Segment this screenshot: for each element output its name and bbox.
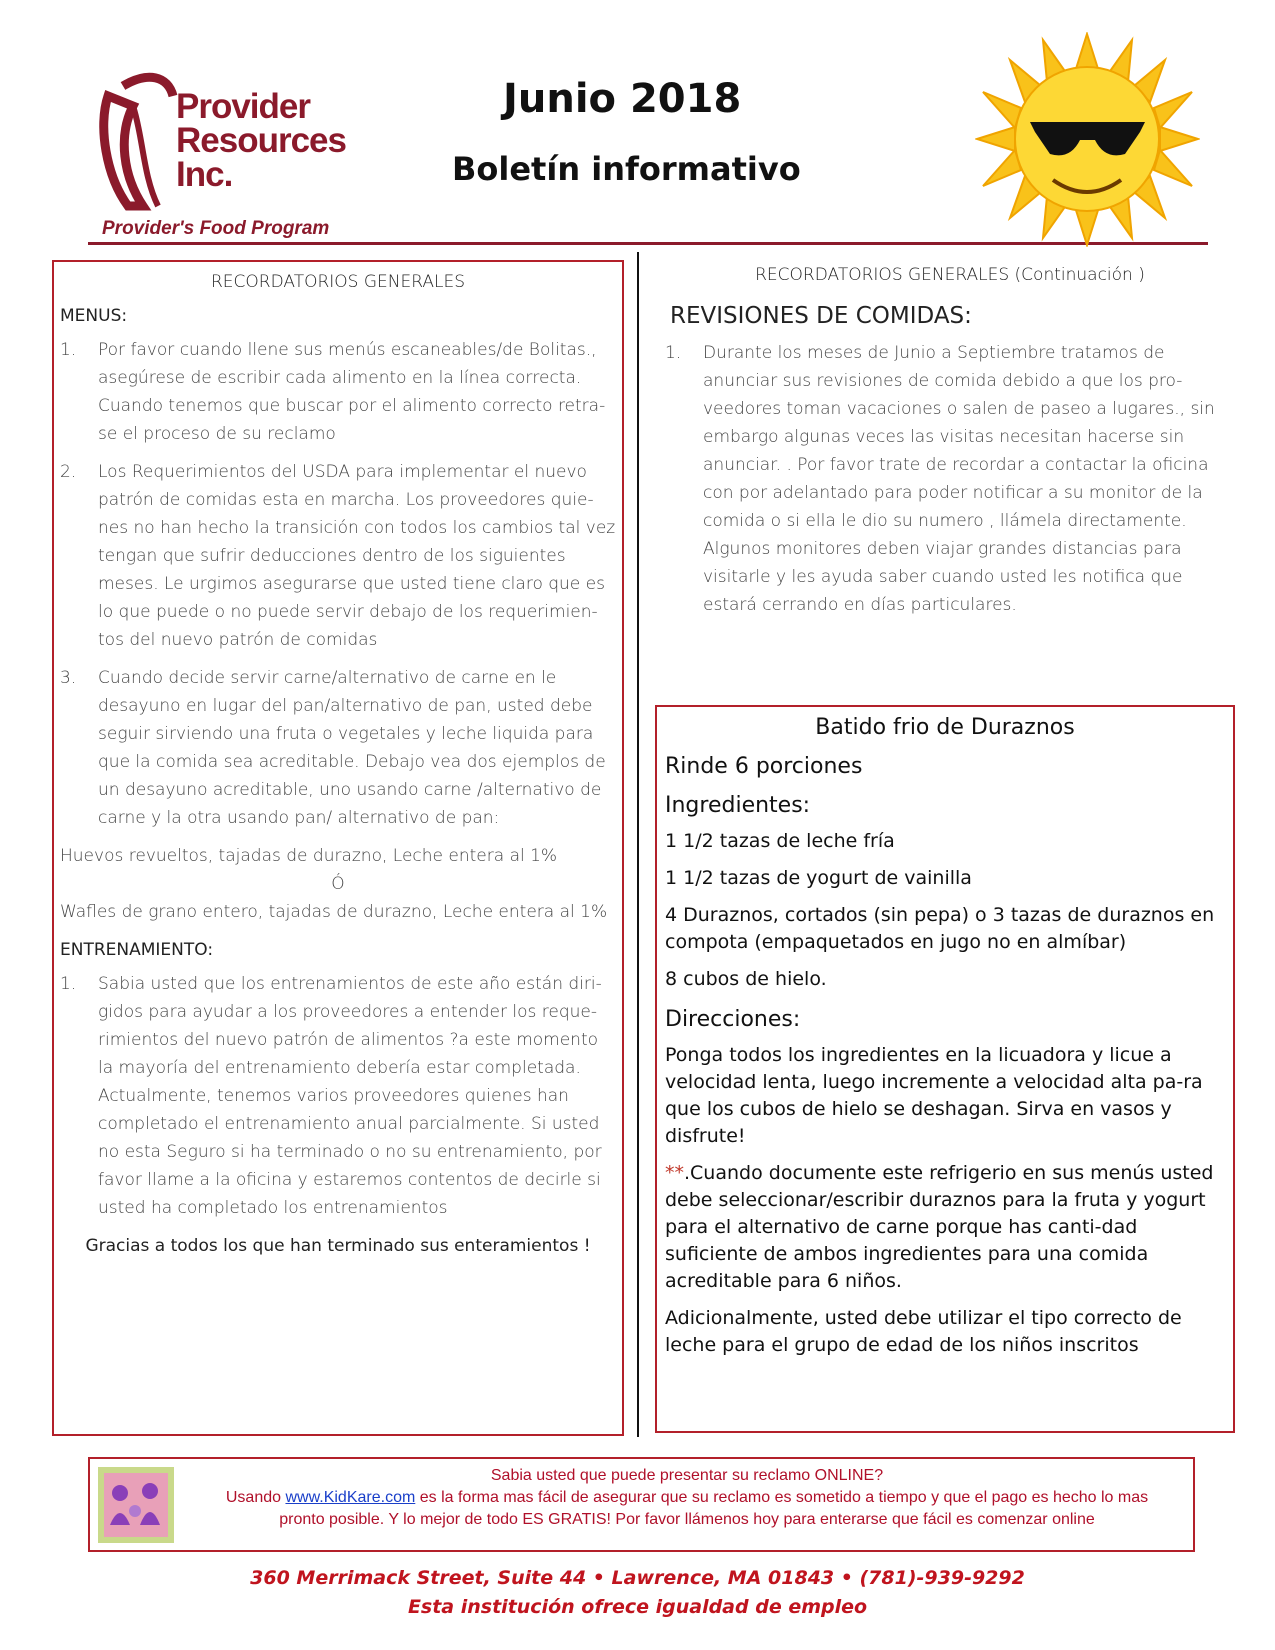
recipe-note [665, 1160, 1225, 1295]
list-text: Los Requerimientos del USDA para implementar el nuevo patrón de comidas esta en marcha. Los proveedores quie-nes no han hecho la transición con todos los cambios tal vez tengan que sufrir deducciones dentro de los siguientes meses. Le urgimos asegurarse que usted tiene claro que es lo que puede o no puede servir debajo de los requerimien-tos del nuevo patrón de comidas [98, 462, 616, 650]
recipe-additional: Adicionalmente, usted debe utilizar el tipo correcto de leche para el grupo de edad de los niños inscritos [665, 1307, 1182, 1356]
general-reminders-heading: RECORDATORIOS GENERALES [210, 272, 465, 292]
list-text: Cuando decide servir carne/alternativo de carne en le desayuno en lugar del pan/alternativo de pan, usted debe seguir sirviendo una fruta o vegetales y leche liquida para que la comida sea acreditable. Debajo vea dos ejemplos de un desayuno acreditable, uno usando carne /alternativo de carne y la otra usando pan/ alternativo de pan: [98, 668, 606, 828]
list-number: 1. [60, 974, 77, 994]
logo-line-3: Inc. [176, 155, 233, 194]
kidkare-link[interactable]: www.KidKare.com [285, 1489, 416, 1506]
ingredient-item: 1 1/2 tazas de leche fría [665, 830, 895, 852]
sun-with-sunglasses-icon [975, 32, 1200, 247]
online-line-1: Sabia usted que puede presentar su reclamo ONLINE? [490, 1467, 884, 1484]
list-number: 2. [60, 462, 77, 482]
example-meat: Huevos revueltos, tajadas de durazno, Leche entera al 1% [60, 846, 558, 866]
reminders-continued-heading: RECORDATORIOS GENERALES (Continuación ) [755, 265, 1145, 285]
online-line-2-suffix: es la forma mas fácil de asegurar que su reclamo es sometido a tiempo y que el pago es hecho lo mas [415, 1489, 1149, 1506]
ingredient-item: 1 1/2 tazas de yogurt de vainilla [665, 867, 972, 889]
online-line-3: pronto posible. Y lo mejor de todo ES GRATIS! Por favor llámenos hoy para enterarse que fácil es comenzar online [279, 1511, 1095, 1528]
training-list [60, 970, 616, 1222]
list-text: Sabia usted que los entrenamientos de este año están diri-gidos para ayudar a los proveedores a entender los reque-rimientos del nuevo patrón de alimentos ?a este momento la mayoría del entrenamiento debería estar completada. Actualmente, tenemos varios proveedores quienes han completado el entrenamiento anual parcialmente. Si usted no esta Seguro si ha terminado o no su entrenamiento, por favor llame a la oficina y estaremos contentos de decirle si usted ha completado los entrenamientos [98, 974, 602, 1218]
list-number: 3. [60, 668, 77, 688]
page-title: Junio 2018 [503, 76, 742, 122]
footer-address: 360 Merrimack Street, Suite 44 • Lawrence, MA 01843 • (781)-939-9292 [250, 1567, 1025, 1589]
list-item [60, 664, 616, 832]
kidkare-kids-icon [98, 1467, 174, 1543]
footer-eeo-statement: Esta institución ofrece igualdad de empleo [407, 1596, 868, 1618]
note-text: .Cuando documente este refrigerio en sus menús usted debe seleccionar/escribir duraznos para la fruta y yogurt para el alternativo de carne porque has canti-dad suficiente de ambos ingredientes para una comida acreditable para 6 niños. [665, 1162, 1214, 1292]
list-text: Por favor cuando llene sus menús escaneables/de Bolitas., asegúrese de escribir cada alimento en la línea correcta. Cuando tenemos que buscar por el alimento correcto retra-se el proceso de su reclamo [98, 340, 606, 444]
recipe-title: Batido frio de Duraznos [815, 715, 1075, 740]
list-number: 1. [665, 343, 682, 363]
list-item [60, 458, 616, 654]
menus-list [60, 336, 616, 832]
online-line-2-prefix: Usando [225, 1489, 286, 1506]
general-reminders-panel [52, 260, 624, 1436]
logo-line-2: Resources [176, 121, 346, 160]
example-bread: Wafles de grano entero, tajadas de durazno, Leche entera al 1% [60, 902, 608, 922]
note-stars: ** [665, 1162, 684, 1184]
logo-swoosh-icon [88, 66, 188, 216]
ingredients-title: Ingredientes: [665, 793, 811, 818]
thanks-text: Gracias a todos los que han terminado sus enteramientos ! [85, 1236, 591, 1256]
example-or: Ó [331, 874, 345, 894]
meal-reviews-title: REVISIONES DE COMIDAS: [670, 303, 972, 329]
column-divider [637, 252, 639, 1437]
list-item [60, 970, 616, 1222]
online-line-2 [182, 1487, 1192, 1509]
reminders-continued-section [665, 265, 1235, 629]
list-item [60, 336, 616, 448]
directions-text: Ponga todos los ingredientes en la licuadora y licue a velocidad lenta, luego incremente a velocidad alta pa-ra que los cubos de hielo se deshagan. Sirva en vasos y disfrute! [665, 1044, 1203, 1147]
list-text: Durante los meses de Junio a Septiembre tratamos de anunciar sus revisiones de comida debido a que los pro-veedores toman vacaciones o salen de paseo a lugares., sin embargo algunas veces las visitas necesitan hacerse sin anunciar. . Por favor trate de recordar a contactar la oficina con por adelantado para poder notificar a su monitor de la comida o si ella le dio su numero , llámela directamente. Algunos monitores deben viajar grandes distancias para visitarle y les ayuda saber cuando usted les notifica que estará cerrando en días particulares. [703, 343, 1215, 615]
list-item [665, 339, 1235, 619]
directions-title: Direcciones: [665, 1007, 801, 1032]
ingredient-item: 8 cubos de hielo. [665, 968, 827, 990]
logo-tagline: Provider's Food Program [102, 218, 330, 239]
peach-smoothie-recipe [655, 705, 1235, 1433]
recipe-yield: Rinde 6 porciones [665, 754, 863, 779]
meal-reviews-list [665, 339, 1235, 619]
page-subtitle: Boletín informativo [452, 150, 801, 188]
online-claim-box [88, 1457, 1195, 1552]
menus-title: MENUS: [60, 306, 128, 326]
training-title: ENTRENAMIENTO: [60, 940, 214, 960]
provider-resources-logo [88, 66, 363, 246]
ingredient-item: 4 Duraznos, cortados (sin pepa) o 3 tazas de duraznos en compota (empaquetados en jugo no en almíbar) [665, 904, 1215, 953]
list-number: 1. [60, 340, 77, 360]
logo-line-1: Provider [176, 87, 310, 126]
